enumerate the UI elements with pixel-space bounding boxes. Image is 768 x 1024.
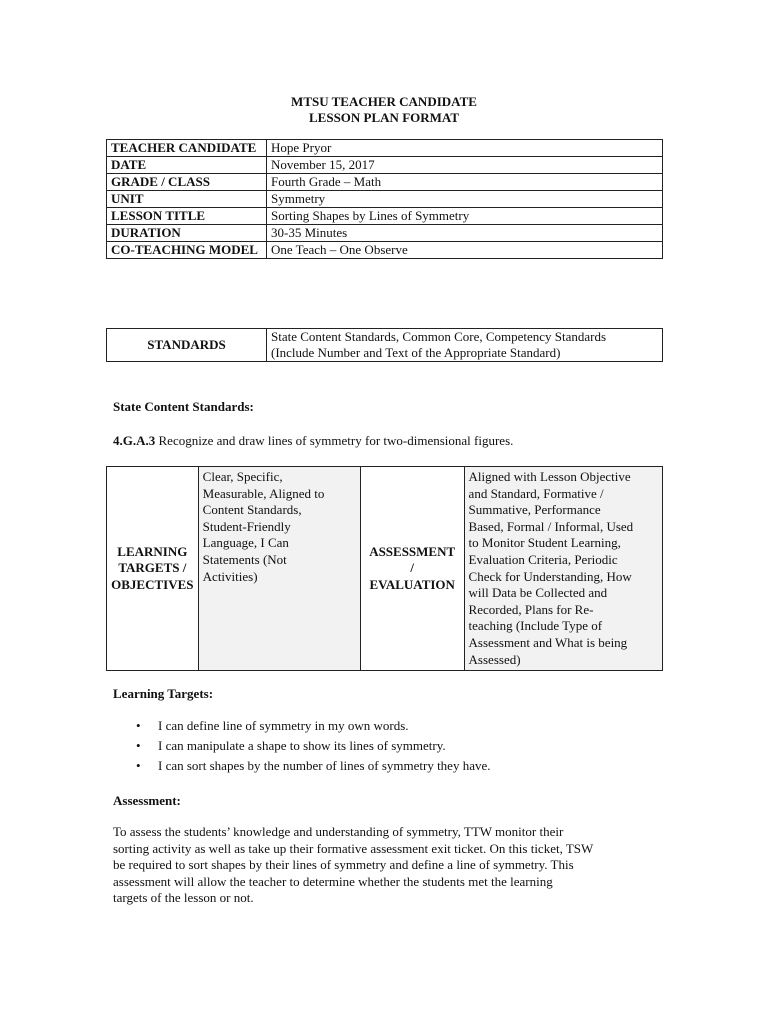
ae-description-line: and Standard, Formative / <box>468 485 604 501</box>
ae-description-line: Based, Formal / Informal, Used <box>468 518 634 534</box>
lesson-info-table <box>106 139 663 259</box>
lt-description-line: Statements (Not <box>202 551 287 567</box>
info-value: One Teach – One Observe <box>267 242 663 259</box>
ae-description-line: Assessed) <box>468 651 521 667</box>
info-value: Fourth Grade – Math <box>267 174 663 191</box>
info-row <box>107 225 663 242</box>
info-value: Hope Pryor <box>267 140 663 157</box>
lt-description-line: Clear, Specific, <box>202 469 283 484</box>
learning-targets-label <box>107 467 199 671</box>
lt-label-line: TARGETS / <box>118 560 187 576</box>
info-label: GRADE / CLASS <box>107 174 267 191</box>
assessment-line: targets of the lesson or not. <box>113 890 254 906</box>
objectives-table <box>106 466 663 671</box>
ae-label-line: EVALUATION <box>369 576 455 592</box>
info-label: CO-TEACHING MODEL <box>107 242 267 259</box>
info-row <box>107 157 663 174</box>
learning-targets-heading: Learning Targets: <box>113 686 214 701</box>
lt-label-line: OBJECTIVES <box>111 576 194 592</box>
ae-label-line: ASSESSMENT <box>369 543 456 559</box>
info-row <box>107 208 663 225</box>
learning-targets-list <box>113 716 491 776</box>
learning-targets-description <box>198 467 360 671</box>
title-line-1: MTSU TEACHER CANDIDATE <box>291 94 477 109</box>
standard-statement <box>113 433 513 449</box>
lt-label-line: LEARNING <box>117 543 188 559</box>
ae-description-line: Summative, Performance <box>468 502 601 518</box>
info-row <box>107 174 663 191</box>
ae-description-line: to Monitor Student Learning, <box>468 535 621 551</box>
info-value: 30-35 Minutes <box>267 225 663 242</box>
info-label: DURATION <box>107 225 267 242</box>
title-line-2: LESSON PLAN FORMAT <box>309 110 459 125</box>
ae-description-line: will Data be Collected and <box>468 585 608 601</box>
info-label: UNIT <box>107 191 267 208</box>
assessment-line: To assess the students’ knowledge and understanding of symmetry, TTW monitor their <box>113 824 564 839</box>
standard-text: Recognize and draw lines of symmetry for two-dimensional figures. <box>155 433 514 448</box>
info-value: Sorting Shapes by Lines of Symmetry <box>267 208 663 225</box>
ae-description-line: Recorded, Plans for Re- <box>468 601 594 617</box>
assessment-paragraph <box>113 824 661 907</box>
assessment-description <box>464 467 662 671</box>
ae-description-line: Aligned with Lesson Objective <box>468 469 631 484</box>
lt-description-line: Measurable, Aligned to <box>202 485 325 501</box>
info-label: DATE <box>107 157 267 174</box>
standards-label: STANDARDS <box>107 329 267 362</box>
assessment-heading: Assessment: <box>113 793 181 808</box>
learning-target-item: • I can define line of symmetry in my own words. <box>158 716 491 736</box>
info-row <box>107 242 663 259</box>
learning-target-item: • I can manipulate a shape to show its lines of symmetry. <box>158 736 491 756</box>
lt-description-line: Language, I Can <box>202 535 289 551</box>
info-row <box>107 140 663 157</box>
assessment-line: assessment will allow the teacher to determine whether the students met the learning <box>113 873 553 889</box>
learning-target-item: • I can sort shapes by the number of lines of symmetry they have. <box>158 756 491 776</box>
info-label: TEACHER CANDIDATE <box>107 140 267 157</box>
ae-description-line: Evaluation Criteria, Periodic <box>468 551 618 567</box>
assessment-label <box>360 467 464 671</box>
standards-description <box>267 329 663 362</box>
lt-description-line: Activities) <box>202 568 258 584</box>
ae-description-line: Check for Understanding, How <box>468 568 632 584</box>
info-value: November 15, 2017 <box>267 157 663 174</box>
standards-desc-line-1: State Content Standards, Common Core, Competency Standards <box>271 329 607 344</box>
standard-code: 4.G.A.3 <box>113 433 156 448</box>
ae-description-line: Assessment and What is being <box>468 634 628 650</box>
ae-description-line: teaching (Include Type of <box>468 618 603 634</box>
assessment-line: sorting activity as well as take up their formative assessment exit ticket. On this ticket, TSW <box>113 840 594 856</box>
state-standards-heading: State Content Standards: <box>113 399 254 414</box>
info-label: LESSON TITLE <box>107 208 267 225</box>
ae-label-line: / <box>410 560 414 576</box>
standards-desc-line-2: (Include Number and Text of the Appropriate Standard) <box>271 345 561 360</box>
assessment-line: be required to sort shapes by their lines of symmetry and define a line of symmetry. This <box>113 857 574 873</box>
info-value: Symmetry <box>267 191 663 208</box>
standards-table <box>106 328 663 362</box>
document-title <box>0 94 768 126</box>
lt-description-line: Student-Friendly <box>202 518 291 534</box>
info-row <box>107 191 663 208</box>
lt-description-line: Content Standards, <box>202 502 302 518</box>
